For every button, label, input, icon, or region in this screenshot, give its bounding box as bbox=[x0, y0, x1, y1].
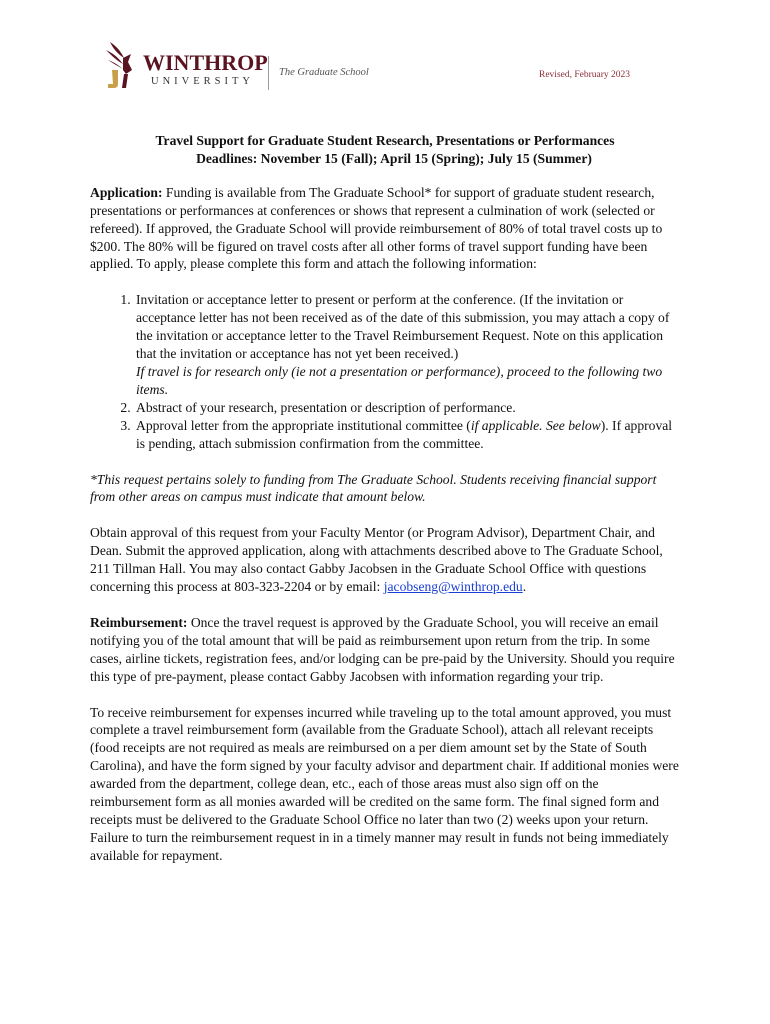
item1-note: If travel is for research only (ie not a presentation or performance), proceed to the following two items. bbox=[136, 363, 663, 397]
requirements-list bbox=[90, 291, 680, 452]
item2-text: Abstract of your research, presentation or description of performance. bbox=[136, 399, 516, 415]
funding-footnote: *This request pertains solely to funding from The Graduate School. Students receiving financial support from other areas on campus must indicate that amount below. bbox=[90, 471, 657, 505]
brand-name: WINTHROP bbox=[143, 50, 268, 75]
department-name: The Graduate School bbox=[279, 67, 369, 78]
document-deadlines: Deadlines: November 15 (Fall); April 15 (Spring); July 15 (Summer) bbox=[196, 150, 592, 166]
approval-text: Obtain approval of this request from your Faculty Mentor (or Program Advisor), Department Chair, and Dean. Submit the approved application, along with attachments described above to The Graduate School, 211 Tillman Hall. You may also contact Gabby Jacobsen in the Graduate School Office with questions concerning this process at 803-323-2204 or by email: bbox=[90, 525, 663, 595]
application-text: Funding is available from The Graduate School* for support of graduate student research, presentations or performances at conferences or shows that represent a culmination of work (selected or refereed). If approved, the Graduate School will provide reimbursement of 80% of total travel costs up to $200. The 80% will be figured on travel costs after all other forms of travel support funding have been applied. To apply, please complete this form and attach the following information: bbox=[90, 184, 663, 272]
brand-subtitle: UNIVERSITY bbox=[151, 76, 254, 87]
list-item bbox=[134, 399, 680, 417]
reimbursement-paragraph bbox=[90, 614, 680, 686]
item3-italic: if applicable. See below bbox=[470, 417, 601, 433]
document-title: Travel Support for Graduate Student Research, Presentations or Performances bbox=[155, 133, 615, 148]
list-item bbox=[134, 417, 680, 453]
application-paragraph bbox=[90, 184, 680, 274]
approval-paragraph bbox=[90, 524, 680, 596]
application-label: Application: bbox=[90, 184, 163, 200]
expenses-paragraph: To receive reimbursement for expenses incurred while traveling up to the total amount approved, you must complete a travel reimbursement form (available from the Graduate School), attach all relevant receipts (food receipts are not required as meals are reimbursed on a per diem amount set by the State of South Carolina), and have the form signed by your faculty advisor and department chair. If additional monies were awarded from the department, college dean, etc., each of those areas must also sign off on the reimbursement form as all monies awarded will be credited on the same form. The final signed form and receipts must be delivered to the Graduate School Office no later than two (2) weeks upon your return. Failure to turn the reimbursement request in in a timely manner may result in funds not being immediately available for repayment. bbox=[90, 704, 679, 863]
item3-text: Approval letter from the appropriate institutional committee ( bbox=[136, 417, 471, 433]
email-link[interactable]: jacobseng@winthrop.edu bbox=[383, 579, 523, 595]
reimbursement-label: Reimbursement: bbox=[90, 614, 188, 630]
eagle-logo-icon bbox=[104, 40, 144, 90]
item3-text-end: ). If approval is pending, attach submission confirmation from the committee. bbox=[136, 417, 673, 451]
letterhead bbox=[0, 0, 770, 110]
item1-text: Invitation or acceptance letter to present or perform at the conference. (If the invitation or acceptance letter has not been received as of the date of this submission, you may attach a copy of the invitation or acceptance letter to the Travel Reimbursement Request. Note on this application that the invitation or acceptance has not yet been received.) bbox=[136, 292, 670, 362]
approval-period: . bbox=[522, 579, 527, 595]
list-item bbox=[134, 291, 680, 398]
revision-date: Revised, February 2023 bbox=[539, 70, 631, 80]
document-body bbox=[90, 132, 680, 883]
reimbursement-text: Once the travel request is approved by the Graduate School, you will receive an email notifying you of the total amount that will be paid as reimbursement upon return from the trip. In some cases, airline tickets, registration fees, and/or lodging can be pre-paid by the University. Should you require this type of pre-payment, please contact Gabby Jacobsen with information regarding your trip. bbox=[90, 614, 675, 684]
header-divider bbox=[268, 56, 269, 90]
